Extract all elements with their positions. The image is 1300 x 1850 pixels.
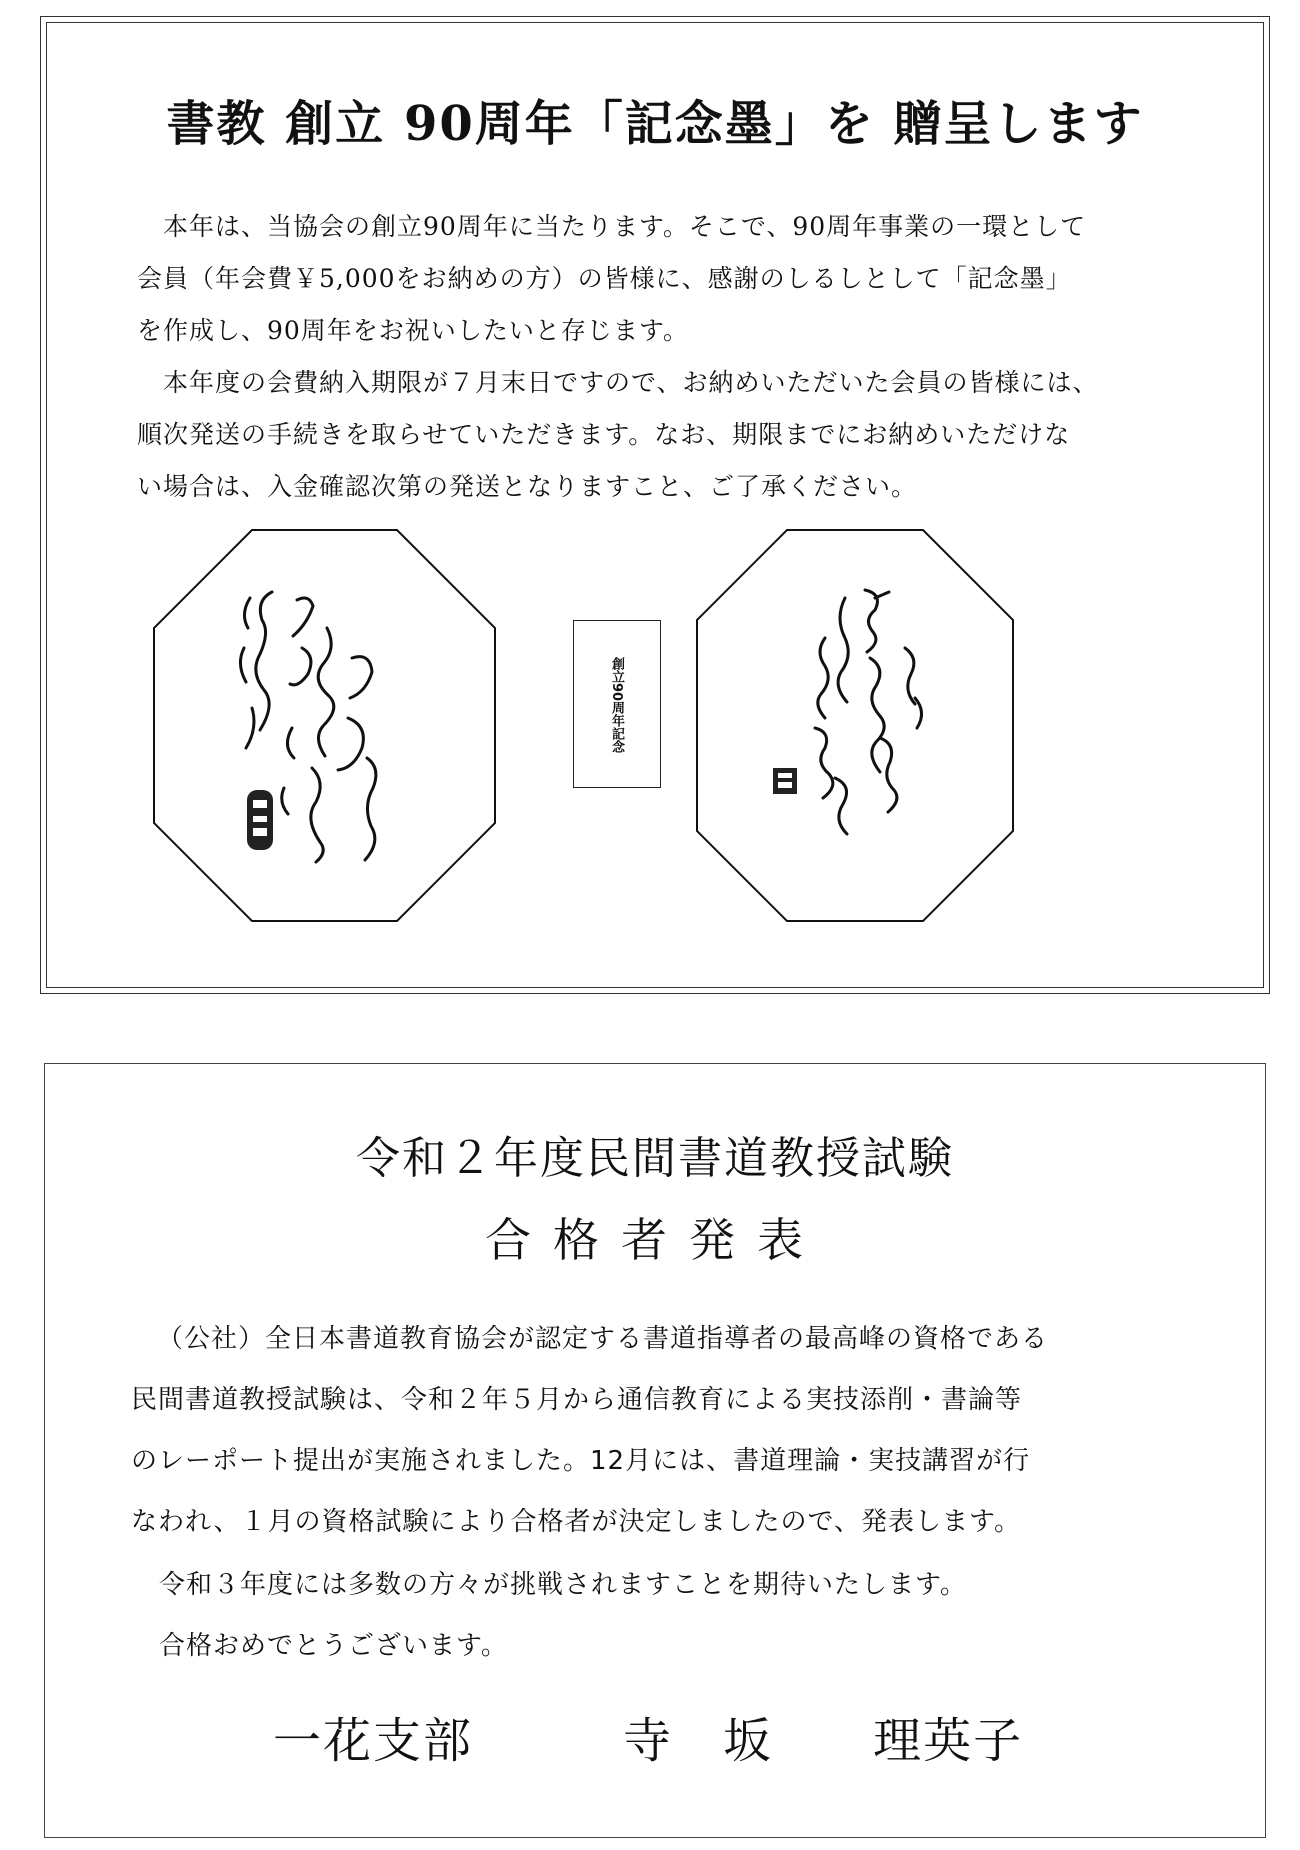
text-line: （公社）全日本書道教育協会が認定する書道指導者の最高峰の資格である: [157, 1324, 1049, 1354]
text-line: 民間書道教授試験は、令和２年５月から通信教育による実技添削・書論等: [131, 1385, 1023, 1415]
text-line: を作成し、90周年をお祝いしたいと存じます。: [137, 316, 689, 345]
family-name: 寺 坂: [623, 1713, 774, 1769]
commemorative-label: [573, 620, 661, 788]
notice-paragraph-2: [137, 357, 1187, 513]
text-line: 本年は、当協会の創立90周年に当たります。そこで、90周年事業の一環として: [163, 212, 1087, 241]
commemorative-label-text: 創立90周年記念: [609, 656, 624, 754]
text-line: い場合は、入金確認次第の発送となりますこと、ご了承ください。: [137, 472, 918, 501]
given-name: 理英子: [873, 1713, 1024, 1769]
text-line: 本年度の会費納入期限が７月末日ですので、お納めいただいた会員の皆様には、: [163, 368, 1099, 397]
ink-stick-face-left: [152, 528, 497, 923]
text-line: 順次発送の手続きを取らせていただきます。なお、期限までにお納めいただけな: [137, 420, 1071, 449]
exam-paragraph-1: [131, 1309, 1211, 1553]
text-line: 令和３年度には多数の方々が挑戦されますことを期待いたします。: [159, 1570, 967, 1600]
text-line: なわれ、１月の資格試験により合格者が決定しましたので、発表します。: [131, 1507, 1021, 1537]
exam-title: 令和２年度民間書道教授試験: [356, 1133, 954, 1184]
branch-name: 一花支部: [273, 1713, 474, 1769]
seal-stamp-left: [247, 790, 273, 850]
notice-title: 書教 創立 90周年「記念墨」を 贈呈します: [166, 96, 1144, 152]
exam-subtitle: 合格者発表: [485, 1213, 825, 1267]
text-line: 会員（年会費￥5,000をお納めの方）の皆様に、感謝のしるしとして「記念墨」: [137, 264, 1072, 293]
notice-paragraph-1: [137, 201, 1187, 357]
ink-stick-face-right: [695, 528, 1015, 923]
exam-paragraph-2: [159, 1555, 1239, 1677]
text-line: のレーポート提出が実施されました。12月には、書道理論・実技講習が行: [131, 1446, 1031, 1476]
seal-stamp-right: [773, 768, 797, 794]
signature: [273, 1702, 1023, 1771]
exam-results-announcement: [44, 1063, 1266, 1838]
text-line: 合格おめでとうございます。: [159, 1631, 508, 1661]
